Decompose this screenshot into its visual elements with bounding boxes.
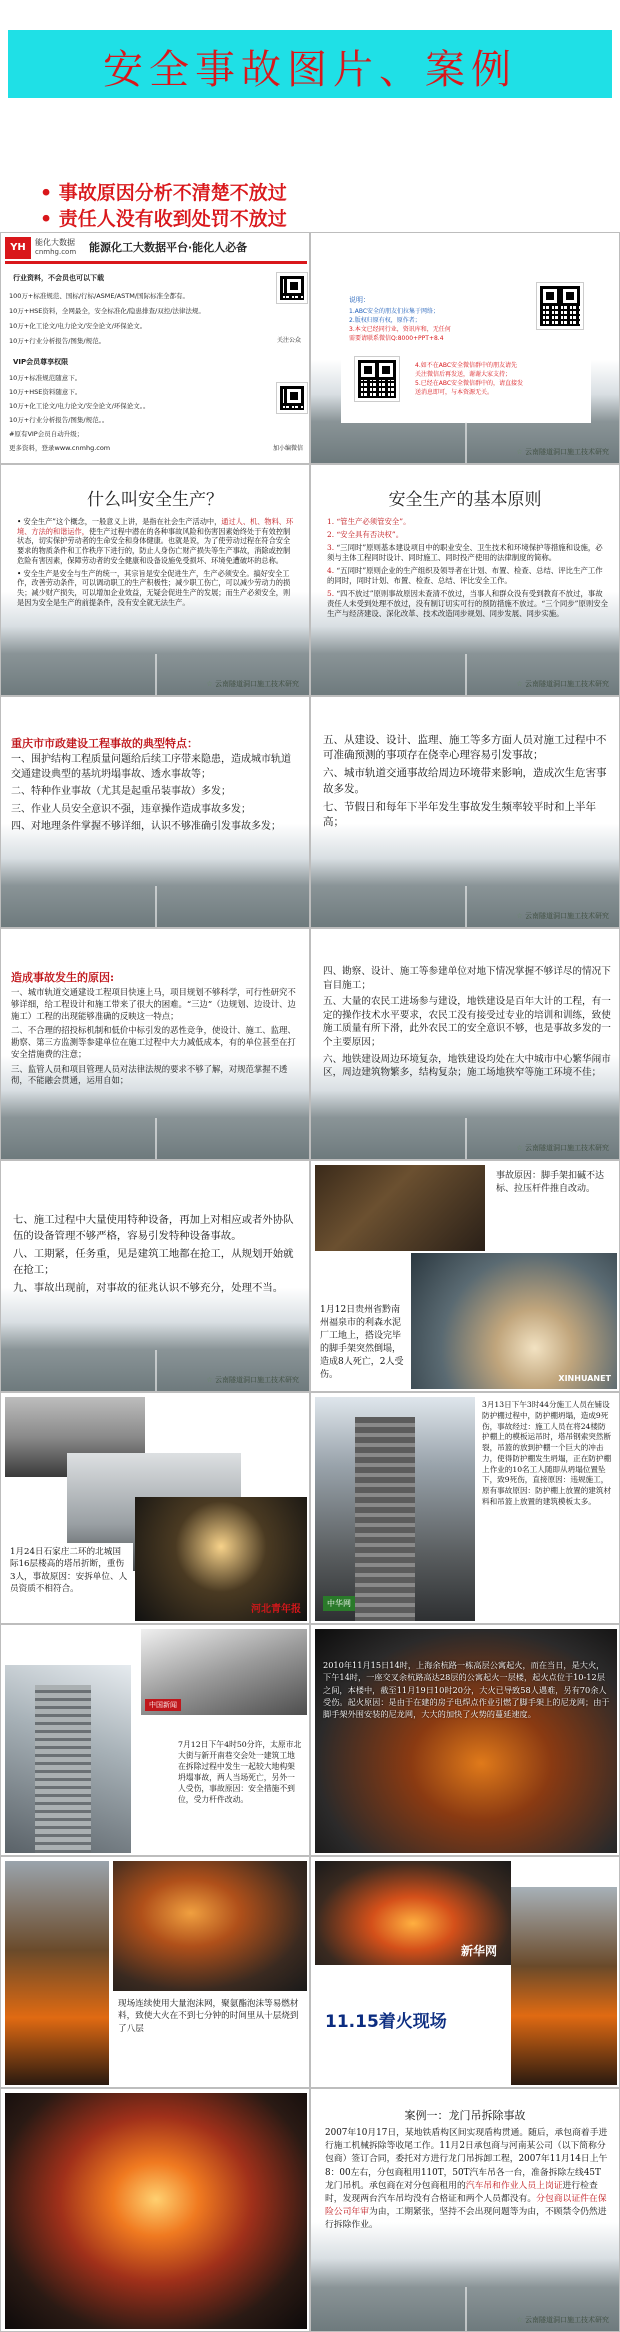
slide-heading: 重庆市市政建设工程事故的典型特点： [11,737,198,750]
list-item: 五、从建设、设计、监理、施工等多方面人员对施工过程中不可准确预测的事项存在侥幸心理容易引发事故； [323,734,607,762]
slide-photo-fire-text [310,1624,620,1856]
photo-caption: 3月13日下午3时44分施工人员在铺设防护棚过程中，防护棚坍塌，造成9死伤，事故经过：施工人员在将24楼防护棚上的模板运吊时，塔吊钢索突然断裂，吊篮的放到护棚一个巨大的冲击力，使得防护棚发生坍塌，正在防护棚上作业的10名工人随即从坍塌位置坠下，致9死伤，直接原因：违规施工，原有事故原因：防护棚上放置的建筑材料和吊篮上放置的建筑模板太多。 [477,1397,617,1511]
features-left-list [11,753,297,838]
list-item: 四、对地理条件掌握不够详细，认识不够准确引发事故多发； [11,821,281,832]
fire-photo-right [113,1861,307,1991]
list-item: 3. “三同时”原则基本建设项目中的职业安全、卫生技术和环境保护等措施和设施，必须与主体工程同时设计、同时施工、同时投产使用的法律制度的简称。 [327,542,603,562]
list-item: 八、工期紧，任务重，见是建筑工地都在抢工，从规划开始就在抢工； [13,1248,294,1276]
watermark: 河北青年报 [251,1604,301,1615]
list-item: 五、大量的农民工进场参与建设，地铁建设是百年大计的工程，有一定的操作技术水平要求，农民工没有接受过专业的培训和训练，致使施工质量有所下滑，此外农民工的安全意识不够，也是事故多发的一个主要原因； [323,996,611,1049]
photo-caption: 1月24日石家庄二环的北城国际16层楼高的塔吊折断，重伤3人，事故原因：安拆单位、人员资质不相符合。 [5,1543,133,1599]
what-is-body [17,517,297,610]
slide-photo-fire-3 [310,1856,620,2088]
list-item: 三、监管人员和项目管理人员对法律法规的要求不够了解，对规范掌握不透彻，不能融会贯通，运用自如； [11,1063,288,1086]
tower-shape [35,1685,91,1853]
news-badge: 中国新闻 [145,1699,181,1711]
slide-causes-right [310,928,620,1160]
scaffold-photo-top [315,1165,485,1251]
list-item: 二、不合理的招投标机制和低价中标引发的恶性竞争，使设计、施工、监理、勘察、第三方监测等参建单位在施工过程中大力减低成本，有的单位甚至在打安全措施费的注意； [11,1025,296,1059]
industry-title: 行业资料，不会员也可以下载 [13,274,104,282]
list-item: 1. “管生产必须管安全”。 [327,517,411,526]
photo-caption-top: 事故原因：脚手架扣碱不达标、拉压杆件推自改动。 [491,1167,615,1199]
fire-photo-side [511,1887,617,2085]
slide-photo-fire-2 [0,1856,310,2088]
slide-footer: ☆ 云南隧道洞口施工技术研究 [206,679,299,689]
more-link[interactable]: 更多资料，登录www.cnmhg.com [9,444,111,452]
list-item: 10万+HSE资料随意下。 [9,388,82,396]
list-item: 5. “四不放过”原则事故原因未查清不放过，当事人和群众没有受到教育不放过，事故责任人未受到处理不放过，没有制订切实可行的预防措施不放过。“三个同步”原则安全生产与经济建设、深化改革、技术改造同步规划、同步发展、同步实施。 [327,588,609,618]
slide-features-right [310,696,620,928]
list-item: 六、城市轨道交通事故给周边环境带来影响，造成次生危害事故多发。 [323,767,607,795]
photo-caption: 1月12日贵州省黔南州福泉市的利森水泥厂工地上，搭设完毕的脚手架突然倒塌，造成8人死亡，2人受伤。 [315,1301,411,1385]
paragraph: • 安全生产”这个概念，一般意义上讲，是指在社会生产活动中，通过人、机、物料、环境、方法的和谐运作，使生产过程中潜在的各种事故风险和伤害因素始终处于有效控制状态，切实保护劳动者的生命安全和身体健康。也就是说，为了使劳动过程在符合安全要求的物质条件和工作秩序下进行的，防止人身伤亡财产损失等生产事故，消除或控制危险有害因素，保障劳动者的安全健康和设备设施免受损坏、环境免遭破坏的总称。 [17,517,294,565]
list-item: 10万+行业分析报告/图集/规范。。 [9,416,109,424]
list-item: 10万+化工论文/电力论文/安全论文/环保论文。。 [9,402,150,410]
list-item: 一、围护结构工程质量问题给后续工序带来隐患，造成城市轨道交通建设典型的基坑坍塌事故、透水事故等； [11,754,291,780]
slide-heading: 什么叫安全生产？ [87,490,223,510]
list-item: 三、作业人员安全意识不强，违章操作造成事故多发； [11,803,251,815]
brand-banner: 能源化工大数据平台·能化人必备 [89,241,248,254]
slide-cover [0,0,620,232]
qr-code-icon [355,357,399,401]
slide-intro [310,232,620,464]
collapse-photo-2 [5,1665,131,1853]
slide-principles [310,464,620,696]
list-item: 10万+HSE资料，全网最全，安全标准化/隐患排查/双控/法律法规。 [9,307,205,315]
cover-bullet-2: • 责任人没有收到处罚不放过 [40,208,287,230]
list-item: 二、特种作业事故（尤其是起重吊装事故）多发； [11,786,231,797]
slide-more-causes [0,1160,310,1392]
causes-left-list [11,987,299,1090]
qr-code-icon [277,383,307,413]
list-item: 九、事故出现前，对事故的征兆认识不够充分，处理不当。 [13,1282,284,1295]
slide-footer: ☆ 云南隧道洞口施工技术研究 [516,1143,609,1153]
list-item: 2. “安全具有否决权”。 [327,529,404,539]
slide-footer: ☆ 云南隧道洞口施工技术研究 [516,447,609,457]
brand-logo-icon: YH [5,237,31,259]
slide-photo-shed [310,1392,620,1624]
case-body: 2007年10月17日，某地铁盾构区间实现盾构贯通。随后，承包商着手进行施工机械拆除等收尾工作。11月2日承包商与河南某公司（以下简称分包商）签订合同，委托对方进行龙门吊拆卸工程，2007年11月14日上午8：00左右，分包商租用110T，50T汽车吊各一台，准备拆除左线45T龙门吊机。承包商在对分包商租用的汽车吊和作业人员上岗证进行检查时，发现两台汽车吊均没有合格证和两个人员都没有。分包商以证件在保险公司年审为由，工期紧张，坚持不会出现问题等为由，不顾禁令仍然进行拆除作业。 [325,2128,608,2231]
more-causes-list [13,1213,301,1300]
bullet-dot-icon: • [40,182,59,204]
brand-divider [5,261,307,264]
photo-caption: 7月12日下午4时50分许，太原市北大街与新开南巷交会处一建筑工地在拆除过程中发生一起较大地构架坍塌事故，两人当场死亡，另外一人受伤，事故原因：安全措施不到位，受力杆件改动。 [173,1737,307,1808]
list-item: 10万+标准规范随意下。 [9,374,82,382]
intro-note: 4.如不在ABC安全微信群中的朋友请先 关注微信后再发送，谢谢大家支持； 5.已经在ABC安全微信群中的，请直接发 送消息即可，与本资源无关。 [415,362,524,396]
building-photo [315,1397,475,1621]
fire-photo-left [5,1861,109,2085]
crane-photo-3 [135,1497,307,1621]
list-item: 四、勘察、设计、施工等参建单位对地下情况掌握不够详尽的情况下盲目施工； [323,966,611,991]
slide-heading: 案例一：龙门吊拆除事故 [404,2109,526,2122]
slide-what-is [0,464,310,696]
slide-footer: ☆ 云南隧道洞口施工技术研究 [206,1375,299,1385]
vip-note: #原有VIP会员自动升级； [9,430,84,438]
vip-list [9,371,259,427]
slide-photo-scaffold [310,1160,620,1392]
collapse-photo-1 [141,1629,307,1715]
list-item: 六、地铁建设周边环境复杂，地铁建设均处在大中城市中心繁华闹市区，周边建筑物繁多，结构复杂；施工场地狭窄等施工环境不佳； [323,1053,611,1079]
features-right-list [323,733,609,833]
logo-text: 能化大数据 [35,238,75,247]
list-item: 100万+标准规范、国标/行标/ASME/ASTM/国际标准全都有。 [9,292,190,300]
list-item: 七、施工过程中大量使用特种设备，再加上对相应或者外协队伍的设备管理不够严格，容易引发特种设备事故。 [13,1214,294,1242]
intro-heading: 说明： [349,296,370,304]
slide-heading: 安全生产的基本原则 [388,490,542,510]
list-item: 一、城市轨道交通建设工程项目快速上马，项目规划不够科学，可行性研究不够详细，给工程设计和施工带来了很大的困难。“三边”（边规划、边设计、边施工）工程的出现能够准确的反映这一特点； [11,987,296,1021]
watermark: XINHUANET [558,1374,611,1383]
slide-features-left [0,696,310,928]
scaffold-photo-bottom [411,1253,617,1389]
vip-title: VIP会员尊享权限 [13,358,69,366]
list-item: 10万+化工论文/电力论文/安全论文/环保论文。 [9,322,147,330]
photo-caption: 11.15着火现场 [325,2012,447,2032]
slide-photo-crane [0,1392,310,1624]
list-item: 10万+行业分析报告/图集/规范。 [9,337,106,345]
cover-bullet-1: • 事故原因分析不清楚不放过 [40,182,287,204]
news-badge: 中华网 [323,1596,355,1611]
slide-photo-collapse [0,1624,310,1856]
photo-caption: 现场连续使用大量泡沫网，聚氨酯泡沫等易燃材料，致使大火在不到七分钟的时间里从十层烧到了八层 [113,1995,307,2038]
qr-code-icon [537,283,583,329]
slide-footer: ☆ 云南隧道洞口施工技术研究 [516,911,609,921]
slide-ad [0,232,310,464]
tower-shape [355,1417,415,1621]
causes-right-list [323,965,611,1083]
watermark: 新华网 [460,1944,497,1958]
slide-causes-left [0,928,310,1160]
photo-caption: 2010年11月15日14时，上海余杭路一栋高层公寓起火，而在当日，是大火，下午14时，一座交叉余杭路高达28层的公寓起火一层楼，起火点位于10-12层之间，本楼中，截至11月19日10时20分，大火已导致58人遇难，另有70余人受伤。起火原因：是由于在建的房子电焊点作业引燃了脚手架上的尼龙网；由于脚手架外围安装的尼龙网，大大的加快了火势的蔓延速度。 [323,1660,610,1720]
paragraph: • 安全生产是安全与生产的统一，其宗旨是安全促进生产，生产必须安全。搞好安全工作，改善劳动条件，可以调动职工的生产积极性；减少职工伤亡，可以减少劳动力的损失；减少财产损失，可以增加企业效益，无疑会促进生产的发展；而生产必须安全，则是因为安全是生产的前提条件，没有安全就无法生产。 [17,568,291,607]
bullet-dot-icon: • [40,208,59,230]
slide-heading: 造成事故发生的原因: [11,971,115,984]
list-item: 七、节假日和每年下半年发生事故发生频率较平时和上半年高； [323,800,596,829]
qr-label: 加小编微信 [273,445,304,452]
qr-code-icon [277,273,307,303]
fire-photo-top [315,1861,511,1965]
principles-list [327,517,609,622]
list-item: 4. “五同时”原则企业的生产组织及领导者在计划、布置、检查、总结、评比生产工作的同时，同时计划、布置、检查、总结、评比安全工作。 [327,565,603,585]
intro-lines: 1.ABC安全的朋友们拉集于网络； 2.版权归原有权，原作者； 3.本文已经同行业，资讯库和，无任何 需要请联系微信Q:8000+PPT+8.4 [349,308,451,342]
slide-footer: ☆ 云南隧道洞口施工技术研究 [516,2315,609,2325]
industry-list [9,289,259,349]
fire-photo-night [5,2093,307,2329]
logo-sub: cnmhg.com [35,248,77,256]
cover-title: 安全事故图片、案例 [103,47,517,93]
slide-case-1 [310,2088,620,2332]
follow-label: 关注公众 [277,337,302,344]
slide-photo-fire-4 [0,2088,310,2332]
slide-footer: ☆ 云南隧道洞口施工技术研究 [516,679,609,689]
